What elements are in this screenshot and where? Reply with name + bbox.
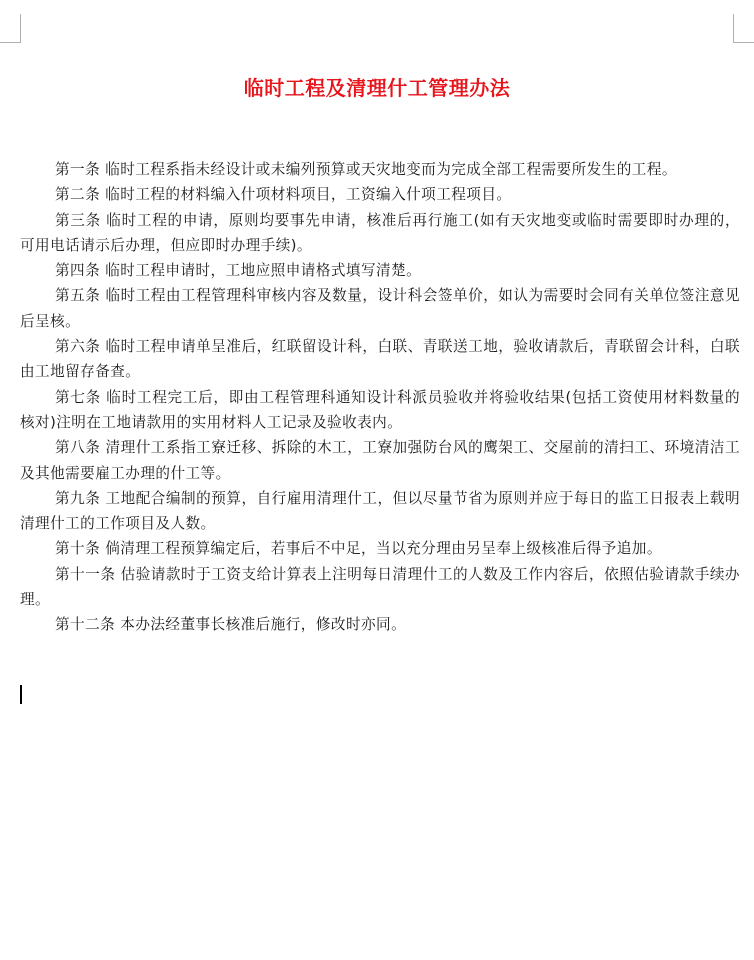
article-number: 第十二条 bbox=[55, 616, 116, 634]
article-number: 第六条 bbox=[55, 338, 101, 356]
article-paragraph bbox=[20, 157, 740, 182]
document-body[interactable] bbox=[20, 157, 740, 638]
article-number: 第五条 bbox=[55, 287, 101, 305]
article-paragraph bbox=[20, 334, 740, 385]
article-number: 第七条 bbox=[55, 388, 101, 406]
article-paragraph bbox=[20, 208, 740, 259]
article-text: 临时工程申请单呈准后，红联留设计科，白联、青联送工地，验收请款后，青联留会计科，白联由工地留存备查。 bbox=[20, 338, 740, 381]
document-title: 临时工程及清理什工管理办法 bbox=[243, 76, 511, 100]
article-number: 第四条 bbox=[55, 262, 101, 280]
article-text: 清理什工系指工寮迁移、拆除的木工，工寮加强防台风的鹰架工、交屋前的清扫工、环境清洁工及其他需要雇工办理的什工等。 bbox=[20, 439, 740, 482]
article-number: 第十一条 bbox=[55, 565, 116, 583]
article-number: 第一条 bbox=[55, 161, 101, 178]
article-paragraph bbox=[20, 435, 740, 486]
article-paragraph bbox=[20, 562, 740, 613]
article-paragraph bbox=[20, 258, 740, 283]
article-text: 临时工程的材料编入什项材料项目，工资编入什项工程项目。 bbox=[105, 186, 512, 204]
article-number: 第八条 bbox=[55, 439, 101, 457]
text-cursor bbox=[20, 685, 22, 704]
article-number: 第三条 bbox=[55, 211, 101, 229]
article-text: 临时工程申请时，工地应照申请格式填写清楚。 bbox=[105, 262, 422, 280]
article-text: 临时工程由工程管理科审核内容及数量，设计科会签单价，如认为需要时会同有关单位签注意见后呈核。 bbox=[20, 287, 740, 330]
article-text: 临时工程的申请，原则均要事先申请，核准后再行施工(如有天灾地变或临时需要即时办理的，可用电话请示后办理，但应即时办理手续)。 bbox=[20, 211, 740, 254]
article-paragraph bbox=[20, 182, 740, 207]
crop-mark-top-left bbox=[0, 14, 21, 43]
article-text: 临时工程完工后，即由工程管理科通知设计科派员验收并将验收结果(包括工资使用材料数量的核对)注明在工地请款用的实用材料人工记录及验收表内。 bbox=[20, 388, 740, 431]
article-text: 本办法经董事长核准后施行，修改时亦同。 bbox=[120, 616, 407, 634]
article-text: 临时工程系指未经设计或未编列预算或天灾地变而为完成全部工程需要所发生的工程。 bbox=[105, 161, 677, 178]
article-paragraph bbox=[20, 612, 740, 637]
article-paragraph bbox=[20, 385, 740, 436]
article-number: 第十条 bbox=[55, 540, 101, 558]
article-text: 倘清理工程预算编定后，若事后不中足，当以充分理由另呈奉上级核准后得予追加。 bbox=[105, 540, 662, 558]
crop-mark-top-right bbox=[733, 14, 754, 43]
article-text: 估验请款时于工资支给计算表上注明每日清理什工的人数及工作内容后，依照估验请款手续办理。 bbox=[20, 565, 740, 609]
article-number: 第九条 bbox=[55, 489, 101, 507]
article-paragraph bbox=[20, 486, 740, 537]
article-paragraph bbox=[20, 536, 740, 561]
article-paragraph bbox=[20, 283, 740, 334]
article-text: 工地配合编制的预算，自行雇用清理什工，但以尽量节省为原则并应于每日的监工日报表上载明清理什工的工作项目及人数。 bbox=[20, 489, 740, 533]
article-number: 第二条 bbox=[55, 186, 101, 204]
